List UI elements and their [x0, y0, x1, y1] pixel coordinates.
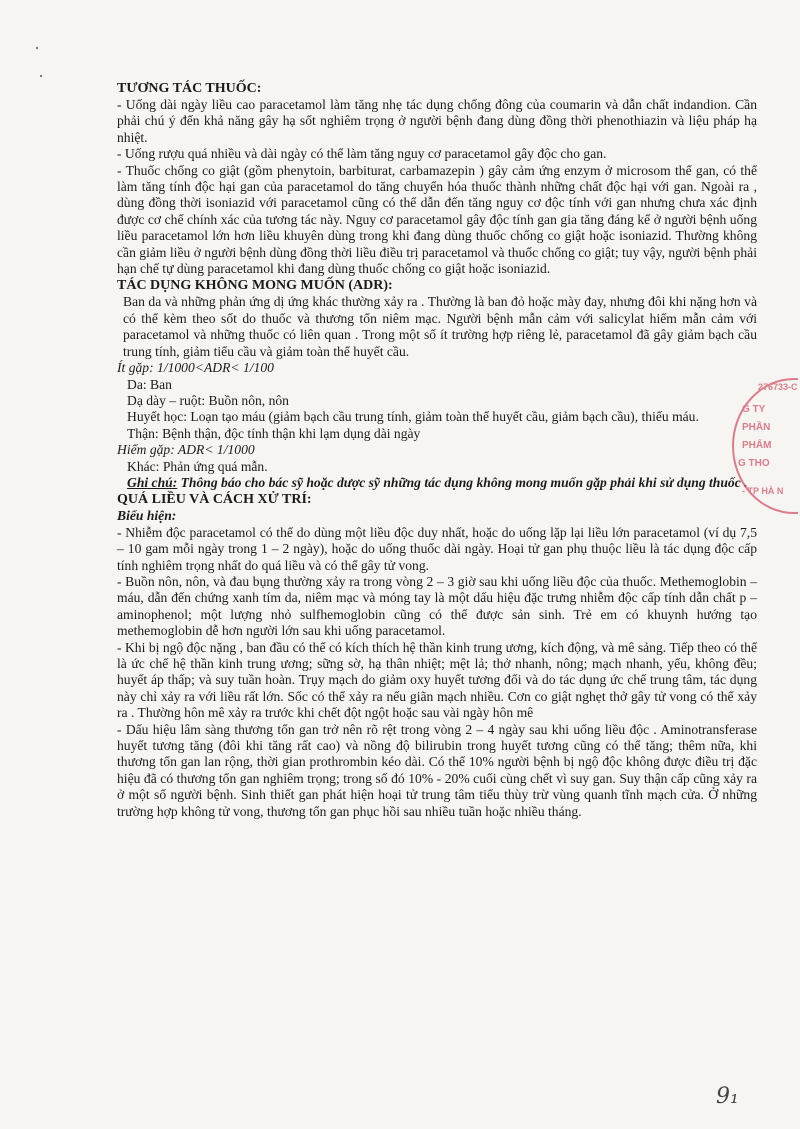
adr-note-text: Thông báo cho bác sỹ hoặc dược sỹ những tác dụng không mong muốn gặp phải khi sử dụng thuốc .: [177, 474, 748, 490]
adr-intro: Ban da và những phản ứng dị ứng khác thường xảy ra . Thường là ban đỏ hoặc mày đay, nhưng đôi khi nặng hơn và có thể kèm theo sốt do thuốc và thương tổn niêm mạc. Người bệnh mẫn cảm với salicylat hiếm mẫn cảm với paracetamol và những thuốc có liên quan . Trong một số ít trường hợp riêng lẻ, paracetamol đã gây giảm bạch cầu trung tính, giảm tiểu cầu và giảm toàn thể huyết cầu.: [123, 294, 757, 359]
adr-uncommon-label: Ít gặp: 1/1000<ADR< 1/100: [117, 360, 274, 376]
stamp-text: - TP HÀ N: [742, 486, 784, 496]
adr-item: Thận: Bệnh thận, độc tính thận khi lạm dụng dài ngày: [127, 425, 421, 441]
section-title-adr: TÁC DỤNG KHÔNG MONG MUỐN (ADR):: [117, 278, 393, 294]
overdose-subtitle: Biểu hiện:: [117, 508, 177, 524]
stamp-text: 276733-C: [758, 382, 798, 392]
stamp-text: G TY: [742, 404, 766, 415]
interactions-paragraph: - Uống rượu quá nhiều và dài ngày có thể làm tăng nguy cơ paracetamol gây độc cho gan.: [117, 146, 607, 162]
scan-speck: [36, 47, 38, 49]
adr-note: [117, 475, 757, 491]
stamp-text: G THO: [738, 458, 770, 469]
adr-rare-label: Hiếm gặp: ADR< 1/1000: [117, 442, 255, 458]
document-body: [117, 80, 757, 820]
interactions-paragraph: - Thuốc chống co giật (gồm phenytoin, barbiturat, carbamazepin ) gây cảm ứng enzym ở microsom thể gan, có thể làm tăng tính độc hại gan của paracetamol do tăng chuyển hóa thuốc thành những chất độc hại với gan. Ngoài ra , dùng đồng thời isoniazid với paracetamol cũng có thể dẫn đến tăng nguy cơ độc tính với gan nhưng chưa xác định được cơ chế chính xác của tương tác này. Nguy cơ paracetamol gây độc tính gan gia tăng đáng kể ở người bệnh uống liều paracetamol lớn hơn liều khuyên dùng trong khi đang dùng thuốc chống co giật hoặc isoniazid. Thường không cần giảm liều ở người bệnh dùng đồng thời liều điều trị paracetamol và thuốc chống co giật; tuy vậy, người bệnh phải hạn chế tự dùng paracetamol khi đang dùng thuốc chống co giật hoặc isoniazid.: [117, 162, 757, 277]
overdose-paragraph: - Khi bị ngộ độc nặng , ban đầu có thể có kích thích hệ thần kinh trung ương, kích động, và mê sảng. Tiếp theo có thể là ức chế hệ thần kinh trung ương; sững sờ, hạ thân nhiệt; mệt lả; thở nhanh, nông; mạch nhanh, yếu, không đều; huyết áp thấp; và suy tuần hoàn. Trụy mạch do giảm oxy huyết tương đối và do tác dụng ức chế trung tâm, tác dụng này chỉ xảy ra với liều rất lớn. Sốc có thể xảy ra nếu giãn mạch nhiều. Cơn co giật nghẹt thở gây tử vong có thể xảy ra . Thường hôn mê xảy ra trước khi chết đột ngột hoặc sau vài ngày hôn mê: [117, 639, 757, 721]
overdose-paragraph: - Nhiễm độc paracetamol có thể do dùng một liều độc duy nhất, hoặc do uống lặp lại liều lớn paracetamol (ví dụ 7,5 – 10 gam mỗi ngày trong 1 – 2 ngày), hoặc do uống thuốc dài ngày. Hoại tử gan phụ thuộc liều là tác dụng độc cấp tính nghiêm trọng nhất do quá liều và có thể gây tử vong.: [117, 524, 757, 573]
adr-note-label: Ghi chú:: [127, 474, 178, 490]
scan-speck: [40, 75, 42, 77]
overdose-paragraph: - Dấu hiệu lâm sàng thương tổn gan trở nên rõ rệt trong vòng 2 – 4 ngày sau khi uống liều độc . Aminotransferase huyết tương tăng (đôi khi tăng rất cao) và nồng độ bilirubin trong huyết tương cũng có thể tăng; thêm nữa, khi thương tổn gan lan rộng, thời gian prothrombin kéo dài. Có thể 10% người bệnh bị ngộ độc không được điều trị đặc hiệu đã có thương tổn gan nghiêm trọng; trong số đó 10% - 20% cuối cùng chết vì suy gan. Suy thận cấp cũng xảy ra ở một số người bệnh. Sinh thiết gan phát hiện hoại tử trung tâm tiểu thùy trừ vùng quanh tĩnh mạch cửa. Ở những trường hợp không tử vong, thương tổn gan phục hồi sau nhiều tuần hoặc nhiều tháng.: [117, 721, 757, 819]
interactions-paragraph: - Uống dài ngày liều cao paracetamol làm tăng nhẹ tác dụng chống đông của coumarin và dẫn chất indandion. Cần phải chú ý đến khả năng gây hạ sốt nghiêm trọng ở người bệnh đang dùng đồng thời phenothiazin và liệu pháp hạ nhiệt.: [117, 97, 757, 145]
section-title-interactions: TƯƠNG TÁC THUỐC:: [117, 81, 262, 96]
adr-item: Khác: Phản ứng quá mẫn.: [127, 458, 268, 474]
overdose-paragraph: - Buồn nôn, nôn, và đau bụng thường xảy ra trong vòng 2 – 3 giờ sau khi uống liều độc của thuốc. Methemoglobin – máu, dẫn đến chứng xanh tím da, niêm mạc và móng tay là một dấu hiệu đặc trưng nhiễm độc cấp tính dẫn chất p – aminophenol; một lượng nhỏ sulfhemoglobin cũng có thể được sản sinh. Trẻ em có khuynh hướng tạo methemoglobin dễ hơn người lớn sau khi uống paracetamol.: [117, 573, 757, 639]
handwritten-page-number: 9₁: [716, 1084, 739, 1109]
stamp-text: PHẦN: [742, 422, 771, 433]
company-stamp: [728, 378, 798, 514]
adr-item: Dạ dày – ruột: Buồn nôn, nôn: [127, 392, 289, 408]
adr-item: Huyết học: Loạn tạo máu (giảm bạch cầu trung tính, giảm toàn thể huyết cầu, giảm bạch cầu), thiếu máu.: [127, 409, 699, 425]
adr-item: Da: Ban: [127, 376, 172, 392]
section-title-overdose: QUÁ LIỀU VÀ CÁCH XỬ TRÍ:: [117, 492, 312, 508]
stamp-text: PHẨM: [742, 440, 772, 451]
